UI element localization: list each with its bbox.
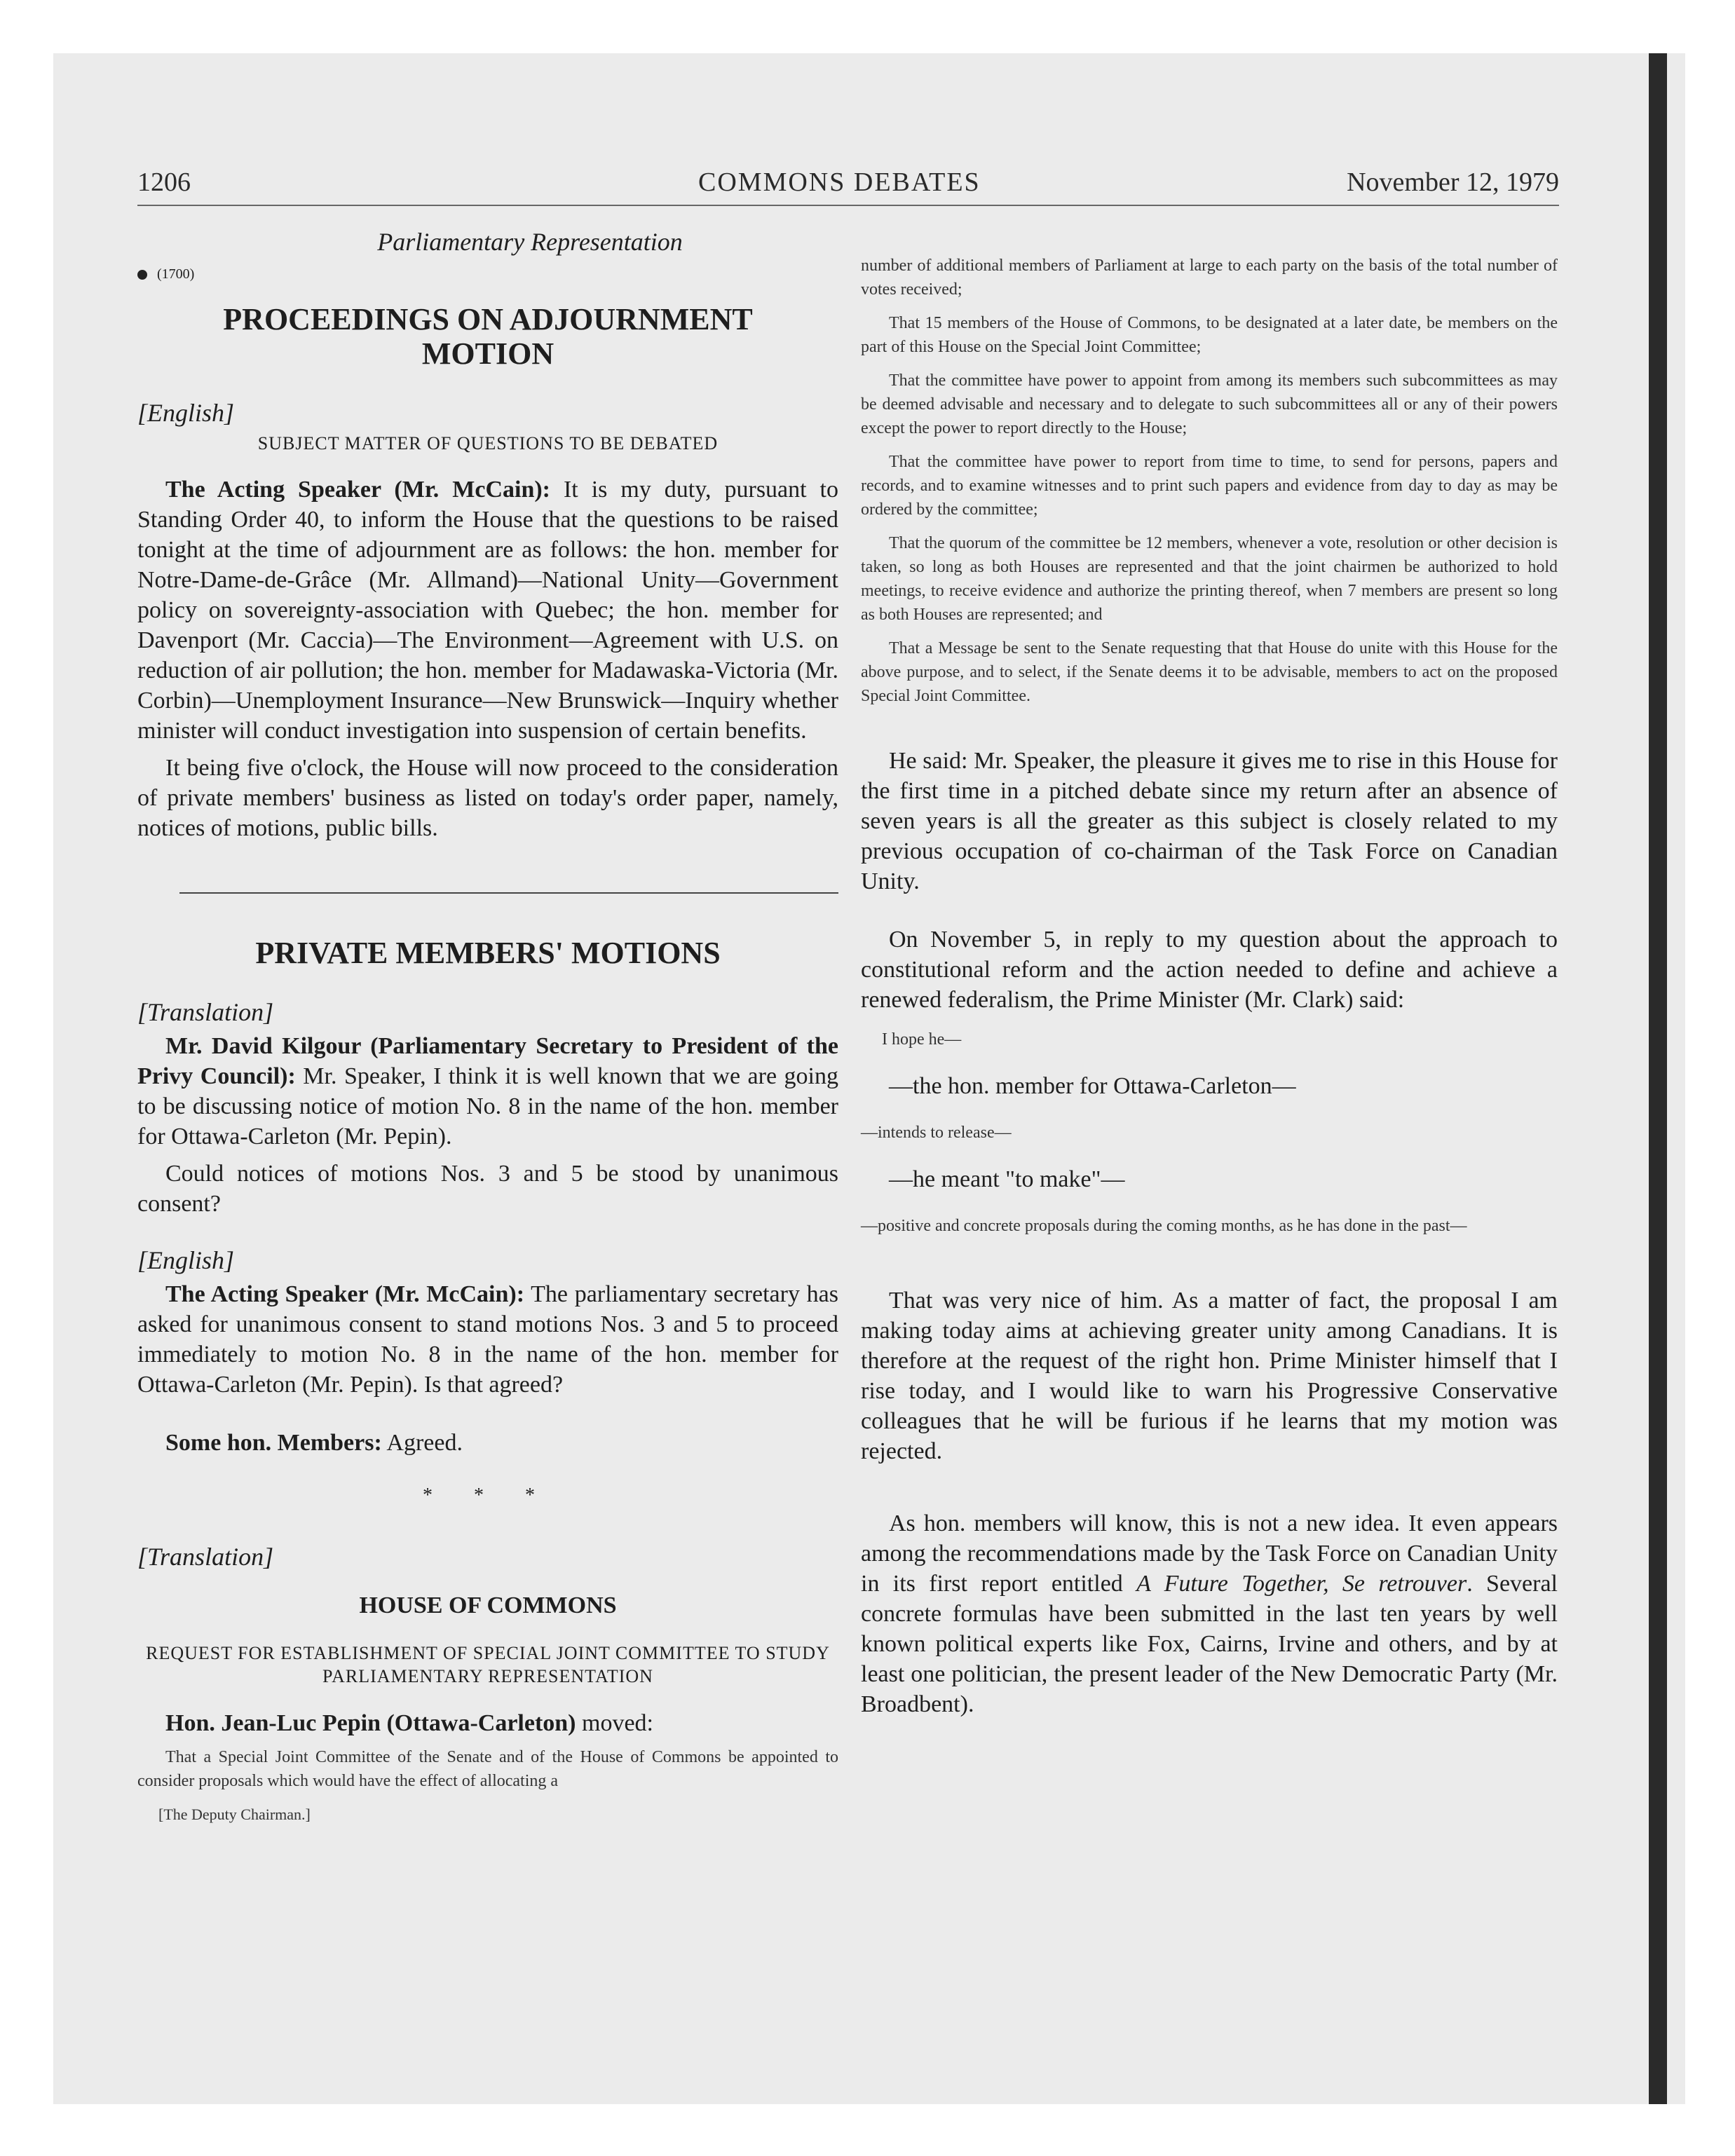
paragraph: The Acting Speaker (Mr. McCain): It is my duty, pursuant to Standing Order 40, to inform the House that the questions to be raised tonight at the time of adjournment are as follows: the hon. member for Notre-Dame-de-Grâce (Mr. Allmand)—National Unity—Government policy on sovereignty-association with Quebec; the hon. member for Davenport (Mr. Caccia)—The Environment—Agreement with U.S. on reduction of air pollution; the hon. member for Madawaska-Victoria (Mr. Corbin)—Unemployment Insurance—New Brunswick—Inquiry whether minister will conduct investigation into suspension of certain benefits. — [137, 477, 838, 744]
report-title: A Future Together, Se retrouver — [1136, 1571, 1467, 1597]
header-rule — [137, 205, 1559, 206]
paragraph: It being five o'clock, the House will now proceed to the consideration of private members' business as listed on today's order paper, namely, notices of motions, public bills. — [137, 755, 838, 842]
motion-text: That the committee have power to report from time to time, to send for persons, papers and records, and to examine witnesses and to print such papers and evidence from day to day as may be ordered by the committee; — [861, 453, 1558, 519]
paragraph: That was very nice of him. As a matter of fact, the proposal I am making today aims at achieving greater unity among Canadians. It is therefore at the request of the right hon. Prime Minister himself that I rise today, and I would like to warn his Progressive Conservative colleagues that he will be furious if he learns that my motion was rejected. — [861, 1288, 1558, 1464]
paragraph: Mr. David Kilgour (Parliamentary Secretary to President of the Privy Council): Mr. Speaker, I think it is well known that we are going to be discussing notice of motion No. 8 in the name of the hon. member for Ottawa-Carleton (Mr. Pepin). — [137, 1032, 839, 1149]
speaker-name: Mr. David Kilgour (Parliamentary Secretary to President of the Privy Council): — [137, 1032, 838, 1089]
paragraph: Could notices of motions Nos. 3 and 5 be stood by unanimous consent? — [137, 1160, 838, 1217]
subheading-questions: SUBJECT MATTER OF QUESTIONS TO BE DEBATED — [257, 432, 719, 453]
quoted-line: —intends to release— — [861, 1124, 1012, 1142]
motion-text: That a Message be sent to the Senate requesting that that House do unite with this House for the above purpose, and to select, if the Senate deems it to be advisable, members to act on the proposed Special Joint Committee. — [861, 639, 1558, 705]
language-tag: [English] — [137, 1246, 235, 1274]
speaker-name: Some hon. Members: — [165, 1429, 382, 1456]
quoted-line: —he meant "to make"— — [889, 1166, 1125, 1192]
speaker-name: The Acting Speaker (Mr. McCain): — [165, 477, 551, 503]
speaker-name: The Acting Speaker (Mr. McCain): — [165, 1281, 525, 1307]
page-header — [137, 167, 1559, 209]
speaker-name: Hon. Jean-Luc Pepin (Ottawa-Carleton) — [165, 1710, 576, 1737]
subheading-committee: REQUEST FOR ESTABLISHMENT OF SPECIAL JOINT COMMITTEE TO STUDY PARLIAMENTARY REPRESENTATION — [146, 1642, 830, 1687]
scan-edge — [1649, 53, 1667, 2104]
section-divider — [179, 892, 838, 894]
left-column — [137, 217, 838, 1824]
paragraph: On November 5, in reply to my question about the approach to constitutional reform and the action needed to define and achieve a renewed federalism, the Prime Minister (Mr. Clark) said: — [861, 927, 1558, 1013]
section-break-stars: * * * — [423, 1484, 553, 1506]
section-heading-private-members: PRIVATE MEMBERS' MOTIONS — [255, 936, 721, 971]
section-heading-house: HOUSE OF COMMONS — [359, 1592, 617, 1618]
motion-text: That a Special Joint Committee of the Senate and of the House of Commons be appointed to consider proposals which would have the effect of allocating a — [137, 1748, 838, 1791]
language-tag: [Translation] — [137, 1542, 274, 1571]
paragraph: Some hon. Members: Agreed. — [165, 1429, 463, 1456]
running-head: Parliamentary Representation — [377, 228, 683, 256]
time-marker-text: (1700) — [157, 266, 195, 282]
language-tag: [Translation] — [137, 997, 274, 1026]
section-heading-adjournment: PROCEEDINGS ON ADJOURNMENT MOTION — [223, 302, 753, 371]
motion-text: number of additional members of Parliament at large to each party on the basis of the total number of votes received; — [861, 257, 1558, 299]
paragraph: As hon. members will know, this is not a new idea. It even appears among the recommendations made by the Task Force on Canadian Unity in its first report entitled A Future Together, Se retrouver. Several concrete formulas have been submitted in the last ten years by well known political experts like Fox, Cairns, Irvine and others, and by at least one politician, the present leader of the New Democratic Party (Mr. Broadbent). — [861, 1510, 1558, 1717]
page-date: November 12, 1979 — [1347, 168, 1559, 197]
bullet-icon — [137, 270, 147, 280]
publication-title: COMMONS DEBATES — [698, 168, 981, 197]
quoted-line: I hope he— — [882, 1030, 962, 1049]
paragraph: The Acting Speaker (Mr. McCain): The parliamentary secretary has asked for unanimous consent to stand motions Nos. 3 and 5 to proceed immediately to motion No. 8 in the name of the hon. member for Ottawa-Carleton (Mr. Pepin). Is that agreed? — [137, 1281, 838, 1398]
language-tag: [English] — [137, 398, 235, 427]
motion-text: That 15 members of the House of Commons, to be designated at a later date, be members on the part of this House on the Special Joint Committee; — [861, 314, 1558, 356]
time-marker — [137, 266, 838, 282]
footnote: [The Deputy Chairman.] — [158, 1806, 311, 1824]
page-number: 1206 — [137, 168, 191, 197]
paragraph: Hon. Jean-Luc Pepin (Ottawa-Carleton) moved: — [165, 1710, 653, 1737]
paragraph: He said: Mr. Speaker, the pleasure it gives me to rise in this House for the first time in a pitched debate since my return after an absence of seven years is all the greater as this subject is closely related to my previous occupation of co-chairman of the Task Force on Canadian Unity. — [861, 748, 1558, 894]
quoted-line: —positive and concrete proposals during the coming months, as he has done in the past— — [861, 1217, 1467, 1235]
right-column — [861, 217, 1558, 1719]
quoted-line: —the hon. member for Ottawa-Carleton— — [889, 1073, 1296, 1099]
motion-text: That the committee have power to appoint from among its members such subcommittees as may be deemed advisable and necessary and to delegate to such subcommittees all or any of their powers except the power to report directly to the House; — [861, 371, 1558, 437]
motion-text: That the quorum of the committee be 12 members, whenever a vote, resolution or other decision is taken, so long as both Houses are represented and that the joint chairmen be authorized to hold meetings, to receive evidence and authorize the printing thereof, when 7 members are present so long as both Houses are represented; and — [861, 534, 1558, 624]
